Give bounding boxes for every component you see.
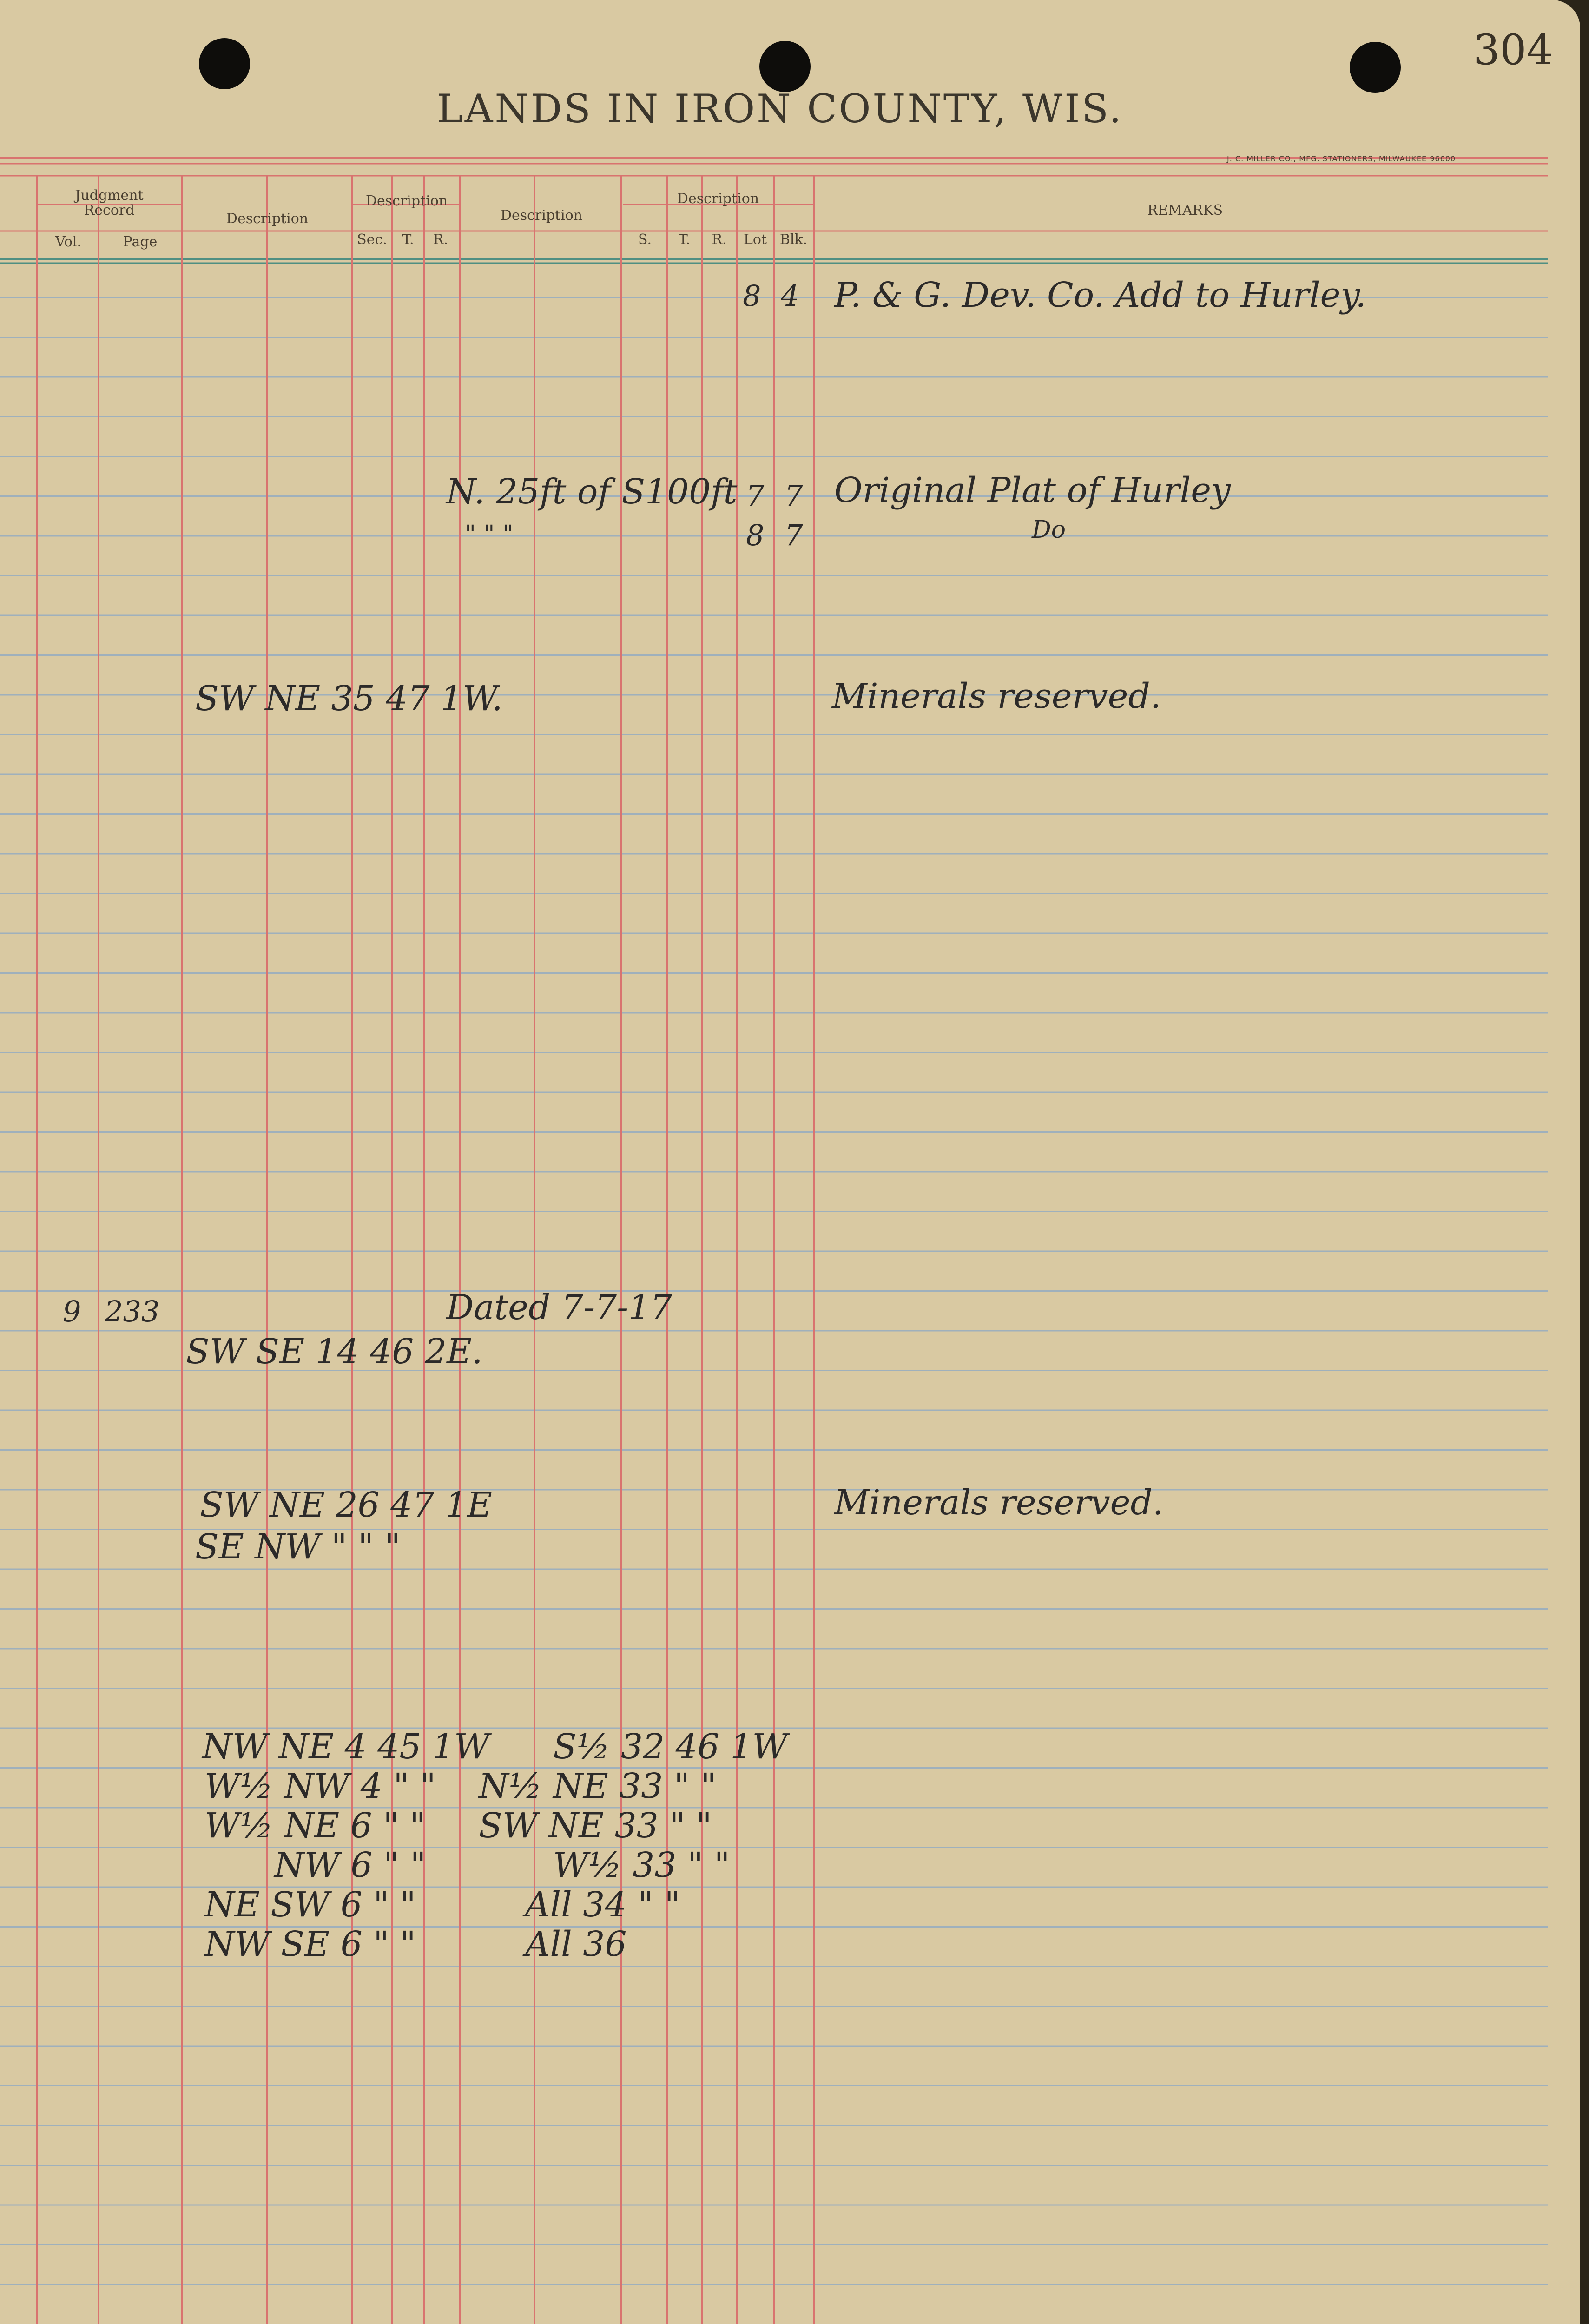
entry-6-line-3b: SW NE 33 " " (479, 1806, 712, 1846)
entry-2-blk-2: 7 (785, 518, 803, 552)
entry-6-line-6a: NW SE 6 " " (204, 1924, 416, 1964)
entry-6-line-1b: S½ 32 46 1W (553, 1727, 788, 1767)
page-title: LANDS IN IRON COUNTY, WIS. (437, 86, 1123, 132)
header-t: T. (402, 231, 414, 248)
entry-6-line-2a: W½ NW 4 " " (204, 1766, 436, 1806)
header-description-3: Description (500, 207, 583, 224)
entry-2-ditto: " " " (465, 521, 514, 548)
entry-6-line-6b: All 36 (525, 1924, 627, 1964)
entry-2-remark-sub: Do (1032, 516, 1066, 544)
entry-4-vol: 9 (63, 1294, 81, 1328)
entry-2-blk-1: 7 (785, 479, 803, 513)
entry-4-description: SW SE 14 46 2E. (186, 1332, 483, 1372)
entry-6-line-4b: W½ 33 " " (553, 1845, 730, 1885)
binder-hole-center (759, 41, 811, 92)
entry-1-blk: 4 (781, 279, 799, 313)
entry-6-line-4a: NW 6 " " (274, 1845, 426, 1885)
binder-hole-right (1350, 42, 1401, 93)
header-r: R. (433, 231, 448, 248)
entry-5-line-2: SE NW " " " (195, 1527, 401, 1567)
header-page: Page (123, 234, 158, 250)
entry-5-remark: Minerals reserved. (834, 1483, 1164, 1523)
header-vol: Vol. (55, 234, 82, 250)
entry-4-dated: Dated 7-7-17 (446, 1287, 673, 1327)
page-number: 304 (1473, 26, 1553, 74)
header-r2: R. (712, 231, 727, 248)
header-t2: T. (678, 231, 691, 248)
entry-4-page: 233 (105, 1294, 160, 1328)
entry-6-line-2b: N½ NE 33 " " (479, 1766, 717, 1806)
header-s: S. (638, 231, 652, 248)
entry-2-lot-2: 8 (746, 518, 765, 552)
entry-6-line-5a: NE SW 6 " " (204, 1885, 416, 1925)
header-description-2: Description (365, 193, 448, 209)
header-lot: Lot (743, 231, 767, 248)
entry-5-line-1: SW NE 26 47 1E (200, 1485, 493, 1525)
entry-6-line-5b: All 34 " " (525, 1885, 680, 1925)
header-judgment-record: Judgment Record (75, 187, 144, 218)
header-description-4: Description (677, 191, 759, 207)
entry-6-line-3a: W½ NE 6 " " (204, 1806, 426, 1846)
entry-3-description: SW NE 35 47 1W. (195, 679, 503, 719)
entry-3-remark: Minerals reserved. (832, 676, 1161, 716)
printer-imprint: J. C. MILLER CO., MFG. STATIONERS, MILWAUKEE 96600 (1227, 154, 1456, 163)
entry-6-line-1a: NW NE 4 45 1W (202, 1727, 490, 1767)
header-blk: Blk. (779, 231, 808, 248)
binder-hole-left (199, 38, 250, 89)
header-sec: Sec. (357, 231, 387, 248)
entry-1-lot: 8 (743, 279, 761, 313)
header-description-1: Description (226, 211, 309, 227)
entry-2-lot-1: 7 (746, 479, 765, 513)
entry-2-description: N. 25ft of S100ft (446, 472, 738, 512)
entry-2-remark: Original Plat of Hurley (834, 470, 1231, 510)
entry-1-remark: P. & G. Dev. Co. Add to Hurley. (834, 275, 1366, 315)
header-remarks: REMARKS (1147, 202, 1223, 218)
